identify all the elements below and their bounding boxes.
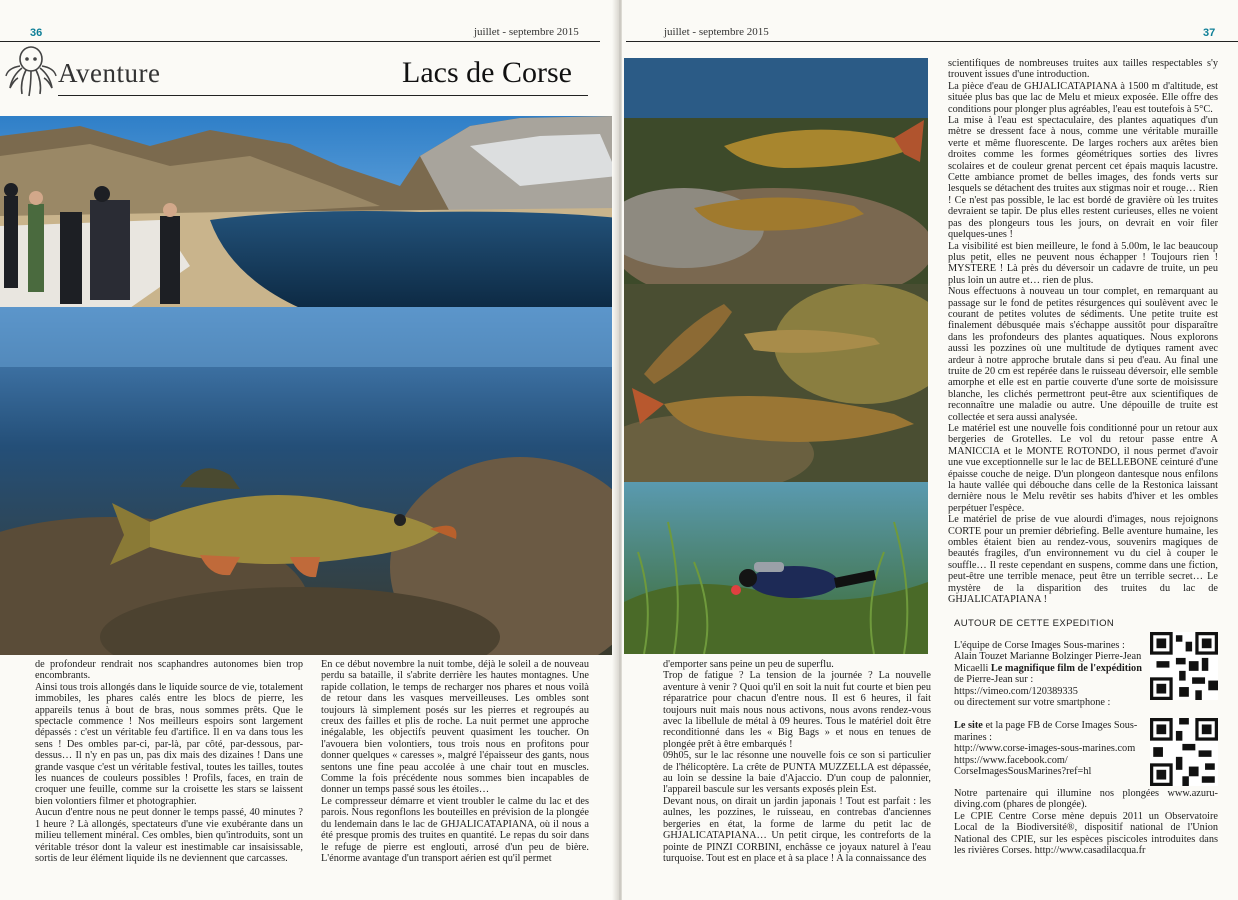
- paragraph: Ainsi tous trois allongés dans le liquide source de vie, totalement immobiles, les phares calés entre les blocs de pierre, les appareils tenus à bout de bras, nous sommes prêts. Que le spectacle commence ! Nos meilleurs espoirs sont largement dépassés : c'est un véritable feu d'artifice. Il en va dans tous les sens ! Des ombles par-ci, par-là, par côté, par-dessous, par-dessus… Il n'y en pas un, pas dix mais des dizaines ! Dans une grande vasque c'est un véritable festival, toutes les tailles, toutes les nuances de couleurs possibles ! Profils, faces, en train de croquer une feuille, comme sur la croisette les stars se laissent bien volontiers filmer et photographier.: [35, 681, 303, 807]
- paragraph: La pièce d'eau de GHJALICATAPIANA à 1500 m d'altitude, est située plus bas que lac de Melu et mieux exposée. Elle offre des conditions pour plonger plus agréables, l'eau est toutefois à 5°C.: [948, 80, 1218, 115]
- paragraph: scientifiques de nombreuses truites aux tailles respectables s'y trouvent issues d'une introduction.: [948, 58, 1218, 81]
- paragraph: Trop de fatigue ? La tension de la journée ? La nouvelle aventure à venir ? Quoi qu'il en soit la nuit fut courte et bien peu réparatrice pour chacun d'entre nous. Il est 6 heures, il fait toujours nuit mais nous nous activons, nous avons rendez-vous avec la libellule de métal à 09 heures. Tous le matériel doit être reconditionné dans les « Big Bags » et nous en tenues de plongée prêt à être embarqués !: [663, 670, 931, 750]
- paragraph: 09h05, sur le lac résonne une nouvelle fois ce son si particulier de l'hélicoptère. La crête de PUNTA MUZZELLA est dépassée, au loin se dessine la baie d'Ajaccio. D'un coup de palonnier, l'appareil bascule sur les versants exposés plein Est.: [663, 750, 931, 796]
- vimeo-link[interactable]: https://vimeo.com/120389335: [954, 685, 1078, 697]
- paragraph: de profondeur rendrait nos scaphandres autonomes bien trop encombrants.: [35, 659, 303, 682]
- diver-photo: [624, 482, 928, 654]
- phone-note: ou directement sur votre smartphone :: [954, 697, 1111, 709]
- body-column-2: [321, 659, 589, 864]
- octopus-logo-icon: [4, 42, 58, 98]
- body-column-2: [948, 58, 1218, 606]
- team-names: Alain Touzet Marianne Bolzinger Pierre-Jean Micaelli: [954, 651, 1142, 674]
- site-rest: et la page FB de Corse Images Sous-marines :: [954, 720, 1138, 743]
- running-head: juillet - septembre 2015: [664, 26, 769, 38]
- body-column-1: [663, 659, 931, 864]
- film-label: Le magnifique film de l'expédition: [990, 662, 1142, 674]
- partner-text: [954, 788, 1218, 856]
- left-page: [0, 0, 618, 900]
- paragraph: Nous effectuons à nouveau un tour complet, en remarquant au passage sur le fond de petites résurgences qui soulèvent avec le courant de petites volutes de sédiments. Une petite truite est finalement débusquée mais s'échappe aussitôt pour disparaître dans les profondeurs des plantes aquatiques. Nous explorons aussi les pozzines où une multitude de dytiques rament avec ardeur à notre approche brutale dans si peu d'eau. Au final une truite de 20 cm est repérée dans le ruisseau déversoir, elle semble amorphe et elle est en partie couverte d'une sorte de moisissure blanche, les clichés permettront peut-être aux scientifiques de reconnaître une maladie ou autre. Une dépouille de truite est collectée et sera aussi analysée.: [948, 286, 1218, 423]
- three-trout-photo: [624, 284, 928, 482]
- qr-code-icon[interactable]: [1150, 632, 1218, 700]
- running-head: juillet - septembre 2015: [474, 26, 579, 38]
- qr-code-icon[interactable]: [1150, 718, 1218, 786]
- expedition-box-heading: AUTOUR DE CETTE EXPEDITION: [954, 618, 1115, 629]
- facebook-link[interactable]: https://www.facebook.com/: [954, 754, 1068, 766]
- section-label: Aventure: [58, 58, 161, 88]
- header-rule: [0, 41, 600, 42]
- film-by: de Pierre-Jean sur :: [954, 674, 1034, 686]
- expedition-box-text: [954, 640, 1148, 777]
- facebook-ref[interactable]: CorseImagesSousMarines?ref=hl: [954, 766, 1092, 778]
- paragraph: d'emporter sans peine un peu de superflu.: [663, 659, 834, 670]
- page-number: 36: [30, 27, 43, 39]
- page-number: 37: [1203, 27, 1216, 39]
- paragraph: Aucun d'entre nous ne peut donner le temps passé, 40 minutes ? 1 heure ? Là allongés, spectateurs d'une vie exubérante dans un milieu tellement minéral. Ces ombles, bien qu'introduits, sont un véritable trésor dont la valeur est inestimable car insaisissable, sortis de leur élément liquide ils ne deviennent que carcasses.: [35, 807, 303, 864]
- partner-note: Notre partenaire qui illumine nos plongées www.azuru-diving.com (phares de plongée).: [954, 788, 1218, 811]
- trout-pair-photo: [624, 58, 928, 284]
- article-title: Lacs de Corse: [402, 56, 572, 89]
- paragraph: La visibilité est bien meilleure, le fond à 5.00m, le lac beaucoup plus petit, elles ne peuvent nous échapper ! Toujours rien ! MYSTERE ! Là près du déversoir un cadavre de truite, un peu plus loin un autre et… rien de plus.: [948, 240, 1218, 286]
- header-rule: [626, 41, 1238, 42]
- paragraph: La mise à l'eau est spectaculaire, des plantes aquatiques d'un mètre se dressent face à nous, comme une véritable muraille verte et même fluorescente. De larges rochers aux arêtes bien droites comme les formes géométriques sorties des livres scolaires et de couleur grenat percent cet épais maquis lacustre. Cette ambiance promet de belles images, des fonds verts sur lesquels se détachent des truites aux stigmas noir et rouge… Rien ! Ce n'est pas possible, le lac est bordé de gravière où les truites devraient se tapir. De plus elles restent curieuses, elles ne voient pas des plongeurs tous les jours, on devrait en voir filer quelques-unes !: [948, 115, 1218, 241]
- cpie-note: Le CPIE Centre Corse mène depuis 2011 un Observatoire Local de la Biodiversité®, dispositif national de l'Union National des CPIE, sur les espèces piscicoles introduites dans les rivières Corses. http://www.casadilacqua.fr: [954, 810, 1218, 857]
- site-label: Le site: [954, 720, 983, 732]
- underwater-trout-photo: [0, 307, 618, 655]
- paragraph: Le matériel de prise de vue alourdi d'images, nous rejoignons CORTE pour un premier débriefing. Belle aventure humaine, les ombles étaient bien au rendez-vous, souvenirs magiques de beautés fragiles, d'un environnement vu du ciel à couper le souffle… Il reste cependant en suspens, comme dans une fiction, peut-être une terrible menace, peut être un terrible secret… Le mystère de la disparition des truites du lac de GHJALICATAPIANA !: [948, 514, 1218, 606]
- title-rule: [58, 95, 588, 96]
- team-intro: L'équipe de Corse Images Sous-marines :: [954, 640, 1125, 651]
- right-page: [622, 0, 1238, 900]
- paragraph: Devant nous, on dirait un jardin japonais ! Tout est parfait : les aulnes, les pozzines, le ruisseau, en contrebas d'anciennes bergeries en état, la forme de larme du petit lac de GHJALICATAPIANA… Un petit cirque, les contreforts de la pointe de PINZI CORBINI, enchâsse ce joyaux naturel à l'eau turquoise. Tout est en place et à sa place ! A la connaissance des: [663, 795, 931, 864]
- paragraph: Le matériel est une nouvelle fois conditionné pour un retour aux bergeries de Grotelles. Le vol du retour passe entre A MANICCIA et le MONTE ROTONDO, il nous permet d'avoir une vue exceptionnelle sur le lac de BELLEBONE ceinturé d'une épaisse couche de neige. D'un plongeon dantesque nous enfilons la haute vallée qui débouche dans celle de la Restonica laissant dernière nous le Melu revêtir ses habits d'hiver et les ombles perpétuer l'espèce.: [948, 423, 1218, 514]
- body-column-1: [35, 659, 303, 864]
- paragraph: En ce début novembre la nuit tombe, déjà le soleil a de nouveau perdu sa bataille, il s'abrite derrière les hautes montagnes. Une rapide collation, le temps de recharger nos phares et nous voilà de retour dans les vasques merveilleuses. Les ombles sont toujours là simplement posés sur les pierres et regroupés au creux des failles et plis de roche. La nuit permet une approche inégalable, les objectifs peuvent quasiment les toucher. On l'avouera bien volontiers, tous trois nous en profitons pour donner quelques « caresses », malgré l'épaisseur des gants, nous sentons une fine peau accolée à une chair tout en muscles. Comme la fois précédente nous sommes bien incapables de donner un temps passé sous les étoiles…: [321, 659, 589, 796]
- lake-landscape-photo: [0, 116, 618, 308]
- paragraph: Le compresseur démarre et vient troubler le calme du lac et des parois. Nous regonflons les bouteilles en prévision de la plongée du lendemain dans le lac de GHJALICATAPIANA, où il nous a été presque promis des truites en quantité. Le repas du soir dans le refuge de pierre est englouti, arrosé d'un peu de bière. L'énorme avantage d'un transport aérien est qu'il permet: [321, 795, 589, 864]
- site-link[interactable]: http://www.corse-images-sous-marines.com: [954, 743, 1136, 755]
